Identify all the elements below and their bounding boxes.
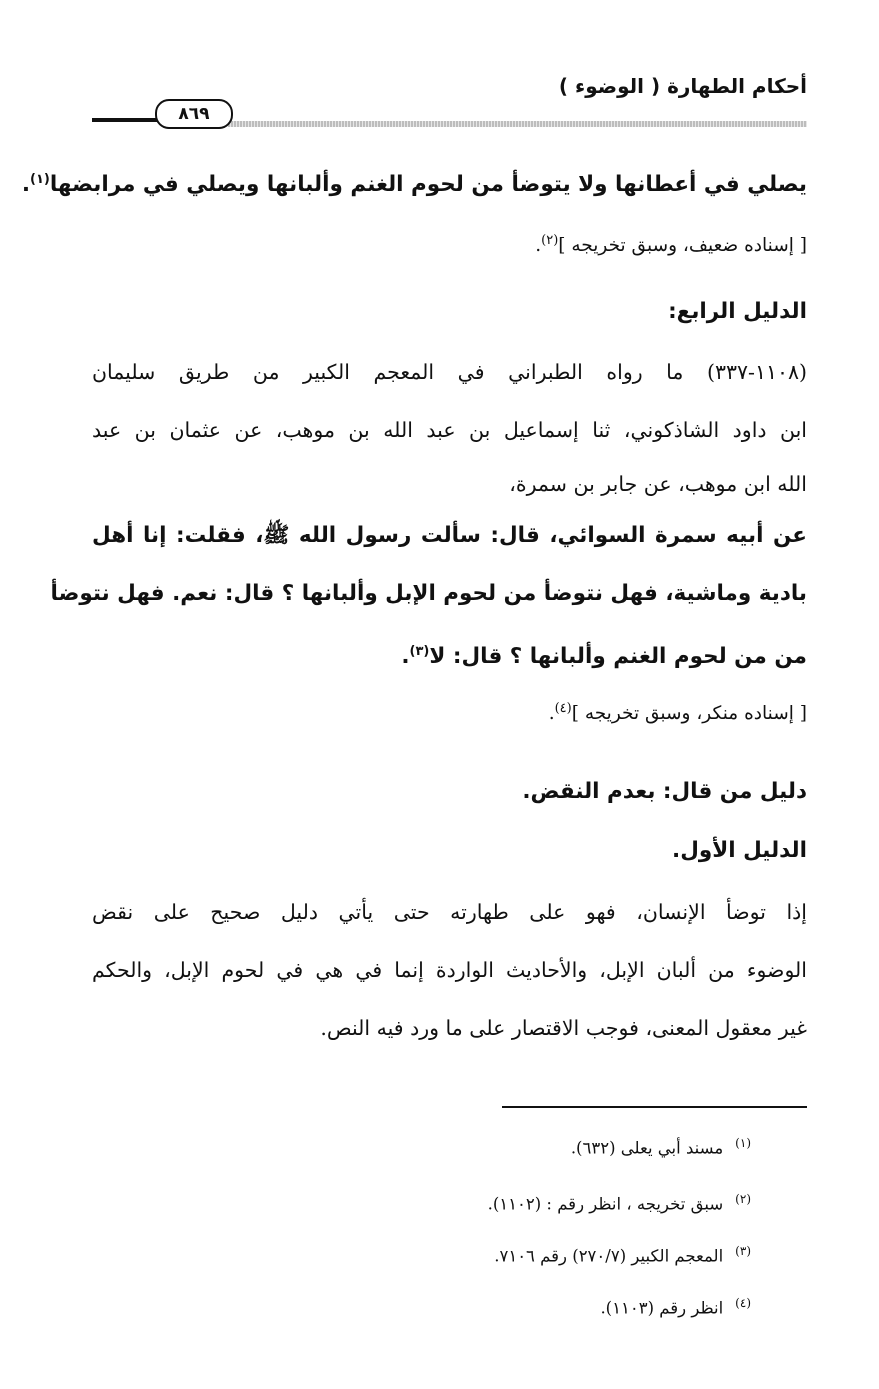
- footnote: [494, 1240, 751, 1268]
- text-line: ابن داود الشاذكوني، ثنا إسماعيل بن عبد الله بن موهب، عن عثمان بن عبد: [92, 418, 807, 442]
- footnote-text: المعجم الكبير (٢٧٠/٧) رقم ٧١٠٦.: [494, 1246, 724, 1266]
- footnote: [488, 1188, 751, 1216]
- footnote-ref: (٣): [409, 644, 430, 659]
- footnote-ref: (٢): [541, 233, 559, 248]
- text-line: (١١٠٨-٣٣٧) ما رواه الطبراني في المعجم الكبير من طريق سليمان: [92, 360, 807, 384]
- footnote-ref: (٤): [554, 701, 572, 716]
- text-line: يصلي في أعطانها ولا يتوضأ من لحوم الغنم وألبانها ويصلي في مرابضها$^{(١)}$.: [21, 172, 807, 198]
- text-line: [ إسناده ضعيف، وسبق تخريجه ]$^{(٢)}$.: [535, 233, 807, 257]
- line-text: [ إسناده منكر، وسبق تخريجه ]: [571, 703, 807, 725]
- page-number: ٨٦٩: [155, 99, 233, 129]
- footnote-text: انظر رقم (١١٠٣).: [600, 1298, 724, 1318]
- text-line: [ إسناده منكر، وسبق تخريجه ]$^{(٤)}$.: [548, 701, 807, 725]
- text-line: الوضوء من ألبان الإبل، والأحاديث الواردة إنما في هي في لحوم الإبل، والحكم: [92, 958, 807, 982]
- footnote-ref: (١): [30, 172, 50, 187]
- footnote-text: سبق تخريجه ، انظر رقم : (١١٠٢).: [487, 1194, 724, 1214]
- section-heading: دليل من قال: بعدم النقض.: [522, 779, 807, 804]
- footnote: [600, 1292, 751, 1320]
- subsection-heading: الدليل الأول.: [672, 838, 807, 863]
- line-text: [ إسناده ضعيف، وسبق تخريجه ]: [558, 235, 807, 257]
- footnote-number: (٢): [735, 1192, 751, 1206]
- text-line: إذا توضأ الإنسان، فهو على طهارته حتى يأتي دليل صحيح على نقض: [92, 900, 807, 924]
- line-text: من من لحوم الغنم وألبانها ؟ قال: لا: [429, 644, 807, 670]
- footnote-rule: [502, 1106, 807, 1108]
- footnote-text: مسند أبي يعلى (٦٣٢).: [570, 1138, 724, 1158]
- hadith-line: عن أبيه سمرة السوائي، قال: سألت رسول الله ﷺ، فقلت: إنا أهل: [92, 523, 807, 548]
- running-title: أحكام الطهارة ( الوضوء ): [558, 74, 807, 98]
- footnote-number: (٣): [735, 1244, 751, 1258]
- hadith-line: من من لحوم الغنم وألبانها ؟ قال: لا$^{(٣)}$.: [401, 644, 807, 670]
- section-heading: الدليل الرابع:: [668, 299, 807, 324]
- hadith-line: بادية وماشية، فهل نتوضأ من لحوم الإبل وألبانها ؟ قال: نعم. فهل نتوضأ: [50, 581, 807, 606]
- footnote-number: (١): [735, 1136, 751, 1150]
- text-line: غير معقول المعنى، فوجب الاقتصار على ما ورد فيه النص.: [320, 1016, 807, 1040]
- line-text: يصلي في أعطانها ولا يتوضأ من لحوم الغنم وألبانها ويصلي في مرابضها: [49, 172, 807, 198]
- footnote: [571, 1132, 751, 1160]
- footnote-number: (٤): [735, 1296, 751, 1310]
- text-line: الله ابن موهب، عن جابر بن سمرة،: [509, 472, 807, 496]
- header-rule: [228, 121, 807, 127]
